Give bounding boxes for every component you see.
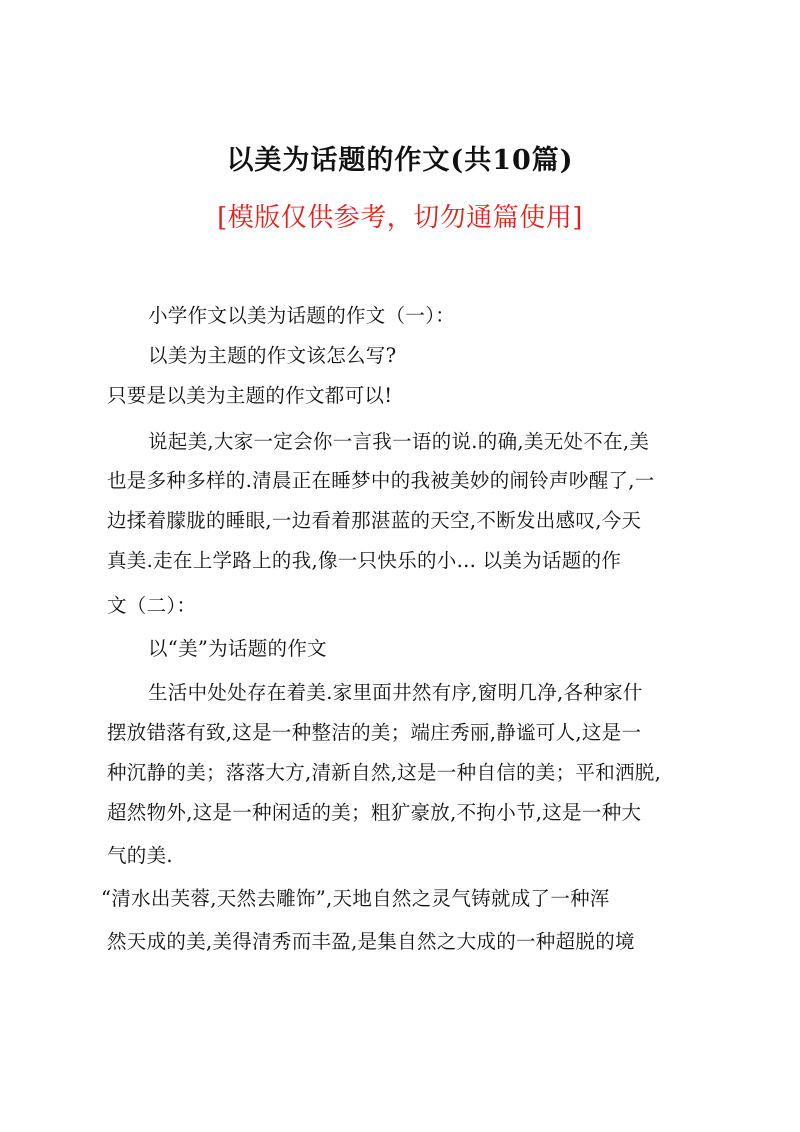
body-line: 真美.走在上学路上的我,像一只快乐的小... 以美为话题的作: [107, 549, 622, 572]
body-line: 气的美.: [107, 844, 173, 867]
body-line: 摆放错落有致,这是一种整洁的美；端庄秀丽,静谧可人,这是一: [107, 721, 642, 744]
body-line: 也是多种多样的.清晨正在睡梦中的我被美妙的闹铃声吵醒了,一: [107, 469, 655, 492]
body-line: 以“美”为话题的作文: [148, 637, 327, 660]
body-line: 以美为主题的作文该怎么写?: [148, 344, 397, 367]
body-line: 说起美,大家一定会你一言我一语的说.的确,美无处不在,美: [148, 430, 650, 453]
template-notice: [模版仅供参考，切勿通篇使用]: [217, 203, 583, 233]
body-line: 然天成的美,美得清秀而丰盈,是集自然之大成的一种超脱的境: [107, 930, 635, 953]
body-line: 边揉着朦胧的睡眼,一边看着那湛蓝的天空,不断发出感叹,今天: [107, 509, 642, 532]
body-line: 只要是以美为主题的作文都可以!: [107, 384, 393, 407]
body-line: “清水出芙蓉,天然去雕饰”,天地自然之灵气铸就成了一种浑: [101, 887, 610, 910]
body-line: 超然物外,这是一种闲适的美；粗犷豪放,不拘小节,这是一种大: [107, 801, 642, 824]
body-line: 种沉静的美；落落大方,清新自然,这是一种自信的美；平和洒脱,: [107, 761, 662, 784]
page-title: 以美为话题的作文(共10篇): [226, 145, 574, 176]
body-line: 生活中处处存在着美.家里面井然有序,窗明几净,各种家什: [148, 681, 643, 704]
body-line: 小学作文以美为话题的作文（一）：: [148, 304, 456, 327]
body-line: 文（二）：: [107, 594, 197, 617]
